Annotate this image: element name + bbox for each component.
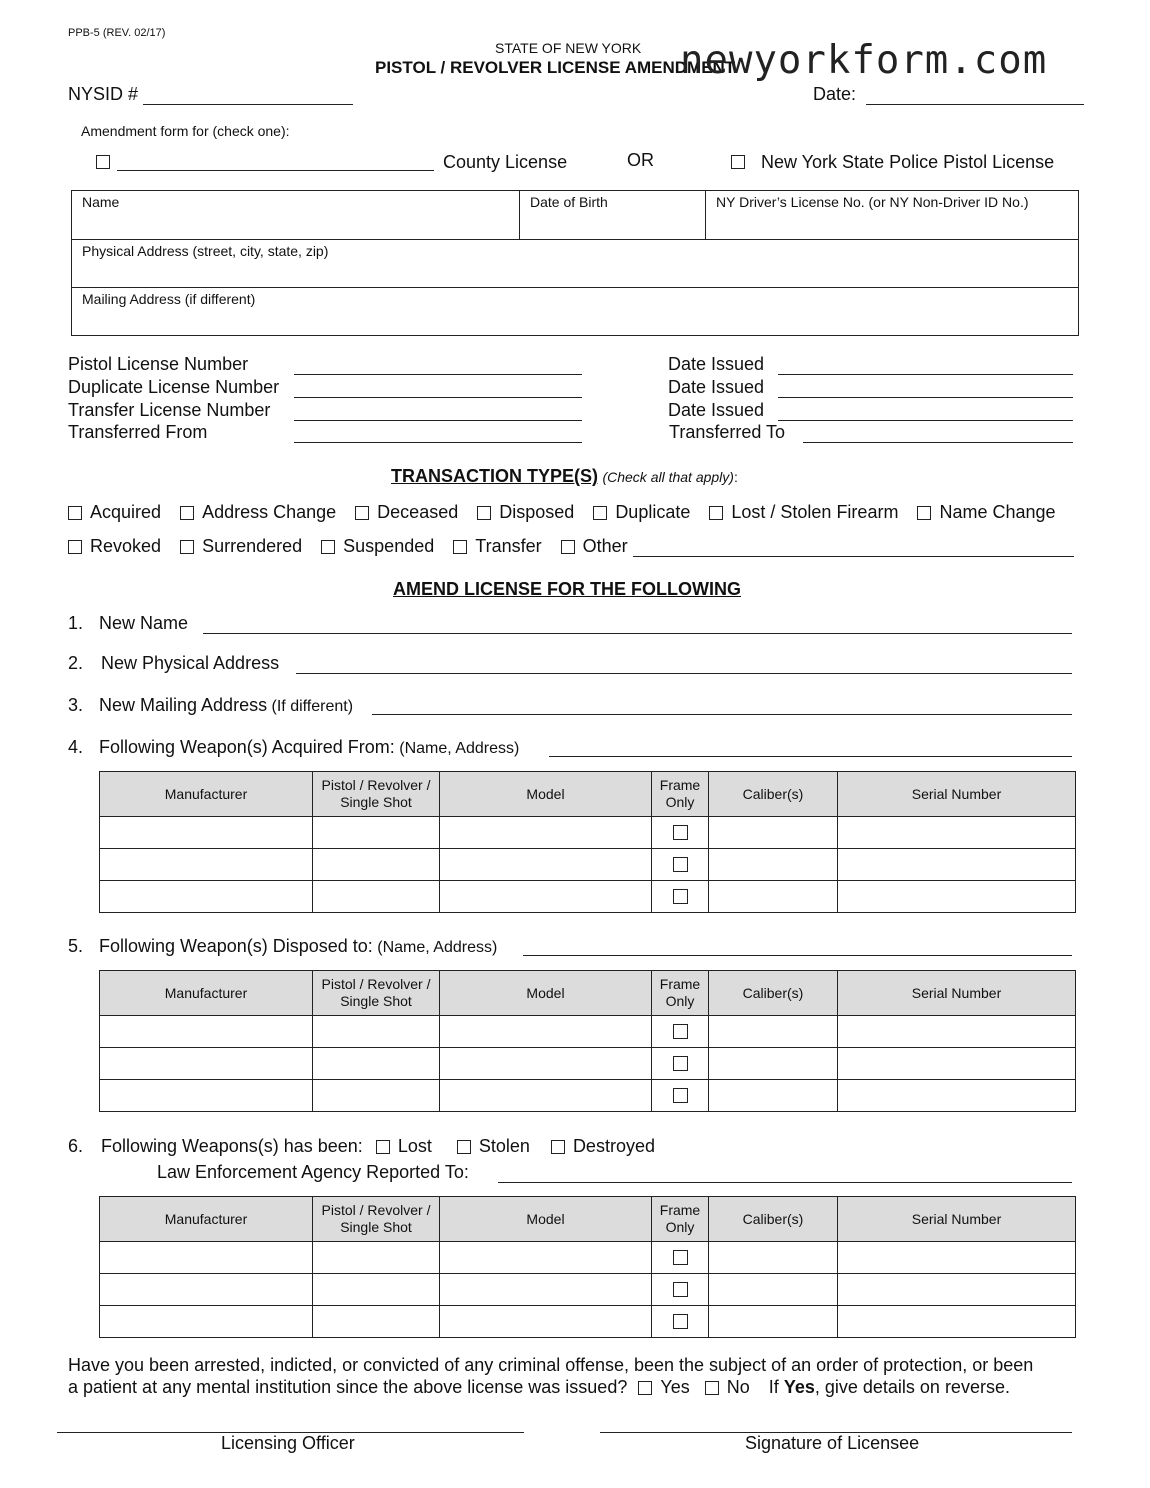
physical-address-label: Physical Address (street, city, state, zip) (82, 243, 329, 259)
agency-label: Law Enforcement Agency Reported To: (157, 1162, 469, 1182)
type-header: Pistol / Revolver / Single Shot (313, 971, 440, 1016)
acquired-weapons-table (99, 771, 1076, 913)
table-header-row (100, 971, 1076, 1016)
acquired-checkbox[interactable] (68, 506, 82, 520)
question-line-1: Have you been arrested, indicted, or convicted of any criminal offense, been the subject of an order of protection, or been (68, 1355, 1034, 1375)
surrendered-option[interactable]: Surrendered (180, 536, 302, 556)
item3-number: 3. (68, 695, 84, 715)
licensee-signature-label: Signature of Licensee (745, 1433, 920, 1453)
surrendered-checkbox[interactable] (180, 540, 194, 554)
new-mailing-address-label: New Mailing Address (If different) (99, 695, 354, 715)
table-header-row (100, 772, 1076, 817)
date-label: Date: (813, 84, 857, 104)
yes-checkbox[interactable] (638, 1381, 652, 1395)
disposed-to-label: Following Weapon(s) Disposed to: (Name, Address) (99, 936, 498, 956)
dob-label: Date of Birth (530, 194, 608, 210)
manufacturer-header: Manufacturer (100, 971, 313, 1016)
frame-only-checkbox[interactable] (673, 1056, 688, 1071)
new-name-label: New Name (99, 613, 189, 633)
table-row (100, 1016, 1076, 1048)
date-issued-label-2: Date Issued (668, 377, 765, 397)
transferred-from-field[interactable] (294, 442, 582, 443)
revoked-option[interactable]: Revoked (68, 536, 161, 556)
deceased-checkbox[interactable] (355, 506, 369, 520)
disposed-to-field[interactable] (523, 955, 1072, 956)
license-no-label: NY Driver’s License No. (or NY Non-Driver ID No.) (716, 194, 1029, 210)
agency-field[interactable] (498, 1182, 1072, 1183)
or-label: OR (627, 150, 654, 170)
acquired-option[interactable]: Acquired (68, 502, 161, 522)
item2-number: 2. (68, 653, 84, 673)
lost-option[interactable]: Lost (376, 1136, 432, 1156)
county-license-label: County License (443, 152, 568, 172)
county-checkbox[interactable] (96, 155, 110, 169)
form-code: PPB-5 (REV. 02/17) (68, 27, 166, 39)
caliber-header: Caliber(s) (709, 1197, 838, 1242)
duplicate-option[interactable]: Duplicate (593, 502, 690, 522)
date-field[interactable] (866, 104, 1084, 105)
frame-only-checkbox[interactable] (673, 1024, 688, 1039)
item6-number: 6. (68, 1136, 84, 1156)
acquired-from-field[interactable] (549, 756, 1072, 757)
state-police-label: New York State Police Pistol License (761, 152, 1055, 172)
duplicate-checkbox[interactable] (593, 506, 607, 520)
table-row (100, 1274, 1076, 1306)
licensing-officer-label: Licensing Officer (221, 1433, 355, 1453)
transfer-license-field[interactable] (294, 420, 582, 421)
date-issued-label-1: Date Issued (668, 354, 765, 374)
pistol-license-field[interactable] (294, 374, 582, 375)
no-checkbox[interactable] (705, 1381, 719, 1395)
frame-only-checkbox[interactable] (673, 889, 688, 904)
lost-weapons-table (99, 1196, 1076, 1338)
amendment-label: Amendment form for (check one): (81, 123, 290, 139)
type-header: Pistol / Revolver / Single Shot (313, 772, 440, 817)
date-issued-field-1[interactable] (778, 374, 1073, 375)
transaction-heading: TRANSACTION TYPE(S) (Check all that apply): (391, 466, 738, 486)
duplicate-license-field[interactable] (294, 397, 582, 398)
name-change-checkbox[interactable] (917, 506, 931, 520)
table-row (100, 1048, 1076, 1080)
lost-checkbox[interactable] (376, 1140, 390, 1154)
transfer-checkbox[interactable] (453, 540, 467, 554)
form-title: PISTOL / REVOLVER LICENSE AMENDMENT (375, 58, 736, 77)
frame-only-header: Frame Only (652, 1197, 709, 1242)
weapon-status-row: Following Weapons(s) has been: Lost Stolen Destroyed (101, 1136, 655, 1156)
destroyed-option[interactable]: Destroyed (551, 1136, 655, 1156)
stolen-option[interactable]: Stolen (457, 1136, 530, 1156)
name-label: Name (82, 194, 120, 210)
nysid-label: NYSID # (68, 84, 139, 104)
item4-number: 4. (68, 737, 84, 757)
new-physical-address-field[interactable] (296, 673, 1072, 674)
transferred-from-label: Transferred From (68, 422, 208, 442)
question-line-2: a patient at any mental institution since the above license was issued? Yes No If Yes, give details on reverse. (68, 1377, 1010, 1397)
amend-heading: AMEND LICENSE FOR THE FOLLOWING (393, 579, 741, 599)
transaction-row-2 (68, 536, 642, 557)
county-name-field[interactable] (117, 170, 434, 171)
serial-number-header: Serial Number (838, 772, 1076, 817)
no-option[interactable]: No (705, 1377, 750, 1397)
frame-only-header: Frame Only (652, 772, 709, 817)
date-issued-field-3[interactable] (778, 420, 1073, 421)
table-header-row (100, 1197, 1076, 1242)
disposed-weapons-table (99, 970, 1076, 1112)
transferred-to-label: Transferred To (669, 422, 786, 442)
lost-stolen-option[interactable]: Lost / Stolen Firearm (709, 502, 898, 522)
date-issued-field-2[interactable] (778, 397, 1073, 398)
new-physical-address-label: New Physical Address (101, 653, 280, 673)
nysid-field[interactable] (143, 104, 353, 105)
model-header: Model (440, 772, 652, 817)
disposed-checkbox[interactable] (477, 506, 491, 520)
date-issued-label-3: Date Issued (668, 400, 765, 420)
state-police-checkbox[interactable] (731, 155, 745, 169)
address-change-checkbox[interactable] (180, 506, 194, 520)
other-field[interactable] (633, 556, 1074, 557)
table-row (100, 849, 1076, 881)
lost-stolen-checkbox[interactable] (709, 506, 723, 520)
licensee-info-box (71, 190, 1079, 336)
watermark-text: newyorkform.com (680, 38, 1048, 83)
suspended-option[interactable]: Suspended (321, 536, 434, 556)
frame-only-checkbox[interactable] (673, 1282, 688, 1297)
transferred-to-field[interactable] (803, 442, 1073, 443)
frame-only-checkbox[interactable] (673, 825, 688, 840)
manufacturer-header: Manufacturer (100, 772, 313, 817)
table-row (100, 881, 1076, 913)
frame-only-checkbox[interactable] (673, 1314, 688, 1329)
table-row (100, 1306, 1076, 1338)
frame-only-header: Frame Only (652, 971, 709, 1016)
duplicate-license-label: Duplicate License Number (68, 377, 280, 397)
other-checkbox[interactable] (561, 540, 575, 554)
frame-only-checkbox[interactable] (673, 1250, 688, 1265)
pistol-license-label: Pistol License Number (68, 354, 249, 374)
serial-number-header: Serial Number (838, 971, 1076, 1016)
caliber-header: Caliber(s) (709, 772, 838, 817)
name-change-option[interactable]: Name Change (917, 502, 1055, 522)
frame-only-checkbox[interactable] (673, 1088, 688, 1103)
item5-number: 5. (68, 936, 84, 956)
suspended-checkbox[interactable] (321, 540, 335, 554)
transfer-license-label: Transfer License Number (68, 400, 271, 420)
deceased-option[interactable]: Deceased (355, 502, 458, 522)
revoked-checkbox[interactable] (68, 540, 82, 554)
table-row (100, 1080, 1076, 1112)
serial-number-header: Serial Number (838, 1197, 1076, 1242)
new-name-field[interactable] (203, 633, 1072, 634)
destroyed-checkbox[interactable] (551, 1140, 565, 1154)
transaction-row-1 (68, 502, 1056, 523)
new-mailing-address-field[interactable] (372, 714, 1072, 715)
stolen-checkbox[interactable] (457, 1140, 471, 1154)
state-label: STATE OF NEW YORK (495, 40, 642, 56)
acquired-from-label: Following Weapon(s) Acquired From: (Name, Address) (99, 737, 520, 757)
disposed-option[interactable]: Disposed (477, 502, 574, 522)
frame-only-checkbox[interactable] (673, 857, 688, 872)
transfer-option[interactable]: Transfer (453, 536, 541, 556)
item1-number: 1. (68, 613, 84, 633)
mailing-address-label: Mailing Address (if different) (82, 291, 256, 307)
table-row (100, 817, 1076, 849)
yes-option[interactable]: Yes (638, 1377, 689, 1397)
model-header: Model (440, 971, 652, 1016)
other-option[interactable]: Other (561, 536, 628, 556)
model-header: Model (440, 1197, 652, 1242)
table-row (100, 1242, 1076, 1274)
caliber-header: Caliber(s) (709, 971, 838, 1016)
manufacturer-header: Manufacturer (100, 1197, 313, 1242)
address-change-option[interactable]: Address Change (180, 502, 336, 522)
type-header: Pistol / Revolver / Single Shot (313, 1197, 440, 1242)
